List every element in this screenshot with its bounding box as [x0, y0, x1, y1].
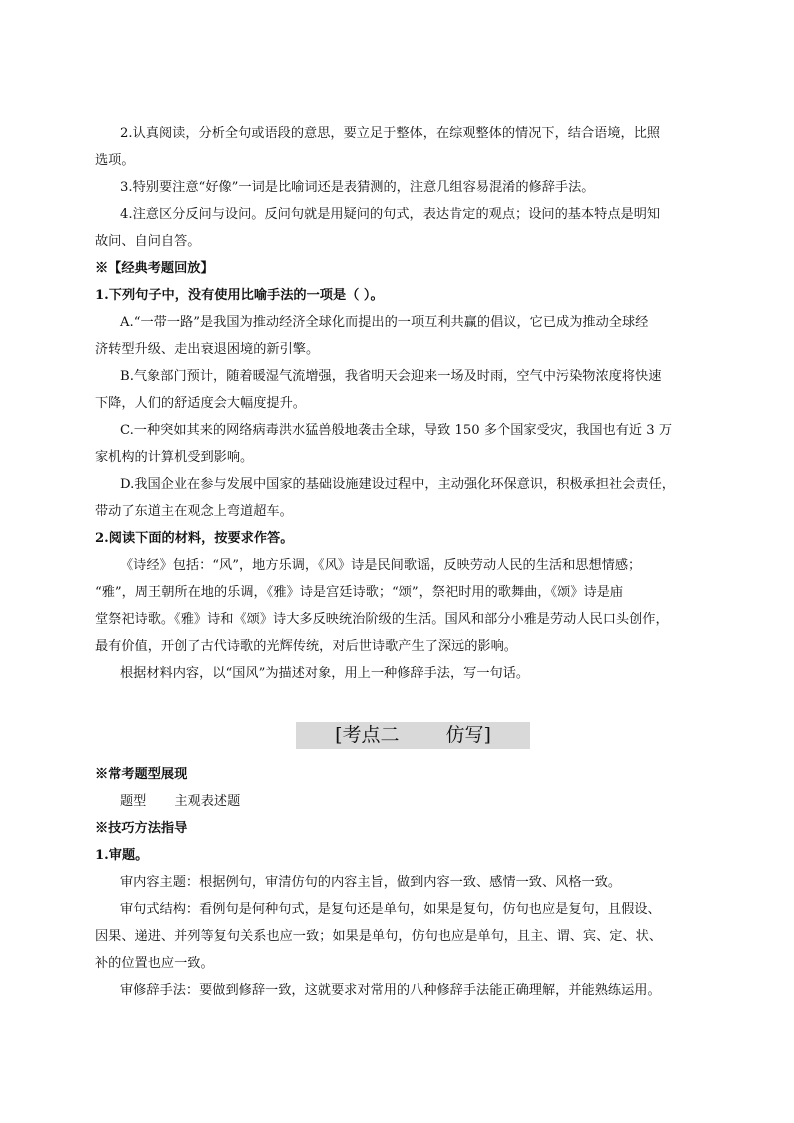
- question-2: 2.阅读下面的材料，按要求作答。: [95, 531, 294, 546]
- material-line3: 堂祭祀诗歌。《雅》诗和《颂》诗大多反映统治阶级的生活。国风和部分小雅是劳动人民口头创作，: [95, 612, 669, 627]
- method-subheading-1: 1.审题。: [95, 848, 149, 863]
- option-a-line1: A.“一带一路”是我国为推动经济全球化而提出的一项互利共赢的倡议，它已成为推动全球经: [120, 315, 649, 330]
- method-structure-line1: 审句式结构：看例句是何种句式，是复句还是单句，如果是复句，仿句也应是复句，且假设、: [120, 902, 661, 917]
- method-rhetoric: 审修辞手法：要做到修辞一致，这就要求对常用的八种修辞手法能正确理解，并能熟练运用。: [120, 983, 661, 998]
- option-b-line2: 下降，人们的舒适度会大幅度提升。: [95, 396, 306, 411]
- classic-heading: ※【经典考题回放】: [95, 261, 214, 276]
- material-instruction: 根据材料内容，以“国风”为描述对象，用上一种修辞手法，写一句话。: [120, 666, 530, 681]
- section-title-left: [考点二: [335, 724, 400, 746]
- material-line2: “雅”，周王朝所在地的乐调，《雅》诗是宫廷诗歌；“颂”，祭祀时用的歌舞曲，《颂》诗是庙: [95, 585, 624, 600]
- question-type-row: [120, 793, 732, 810]
- material-line1: 《诗经》包括：“风”，地方乐调，《风》诗是民间歌谣，反映劳动人民的生活和思想情感；: [120, 558, 642, 573]
- tip-4-line2: 故问、自问自答。: [95, 234, 201, 249]
- section-title-right: 仿写]: [445, 724, 491, 746]
- method-content-theme: 审内容主题：根据例句，审清仿句的内容主旨，做到内容一致、感情一致、风格一致。: [120, 875, 622, 890]
- method-structure-line2: 因果、递进、并列等复句关系也应一致；如果是单句，仿句也应是单句，且主、谓、宾、定、状、: [95, 929, 663, 944]
- question-1: 1.下列句子中，没有使用比喻手法的一项是（ ）。: [95, 288, 384, 303]
- tip-4-line1: 4.注意区分反问与设问。反问句就是用疑问的句式，表达肯定的观点；设问的基本特点是明知: [120, 207, 661, 222]
- method-structure-line3: 补的位置也应一致。: [95, 956, 214, 971]
- question-type-value: 主观表述题: [174, 794, 241, 809]
- option-c-line1: C.一种突如其来的网络病毒洪水猛兽般地袭击全球，导致 150 多个国家受灾，我国也有近 3 万: [120, 423, 673, 438]
- section-title-box: [296, 722, 530, 749]
- method-heading: ※技巧方法指导: [95, 821, 188, 836]
- common-type-heading: ※常考题型展现: [95, 767, 188, 782]
- option-b-line1: B.气象部门预计，随着暖湿气流增强，我省明天会迎来一场及时雨，空气中污染物浓度将快速: [120, 369, 662, 384]
- question-type-label: 题型: [120, 794, 147, 809]
- tip-3: 3.特别要注意“好像”一词是比喻词还是表猜测的，注意几组容易混淆的修辞手法。: [120, 180, 595, 195]
- option-c-line2: 家机构的计算机受到影响。: [95, 450, 254, 465]
- material-line4: 最有价值，开创了古代诗歌的光辉传统，对后世诗歌产生了深远的影响。: [95, 639, 517, 654]
- tip-2-line2: 选项。: [95, 153, 135, 168]
- tip-2-line1: 2.认真阅读，分析全句或语段的意思，要立足于整体，在综观整体的情况下，结合语境，比照: [120, 126, 661, 141]
- option-d-line2: 带动了东道主在观念上弯道超车。: [95, 504, 293, 519]
- option-a-line2: 济转型升级、走出衰退困境的新引擎。: [95, 342, 320, 357]
- option-d-line1: D.我国企业在参与发展中国家的基础设施建设过程中，主动强化环保意识，积极承担社会责任，: [120, 477, 675, 492]
